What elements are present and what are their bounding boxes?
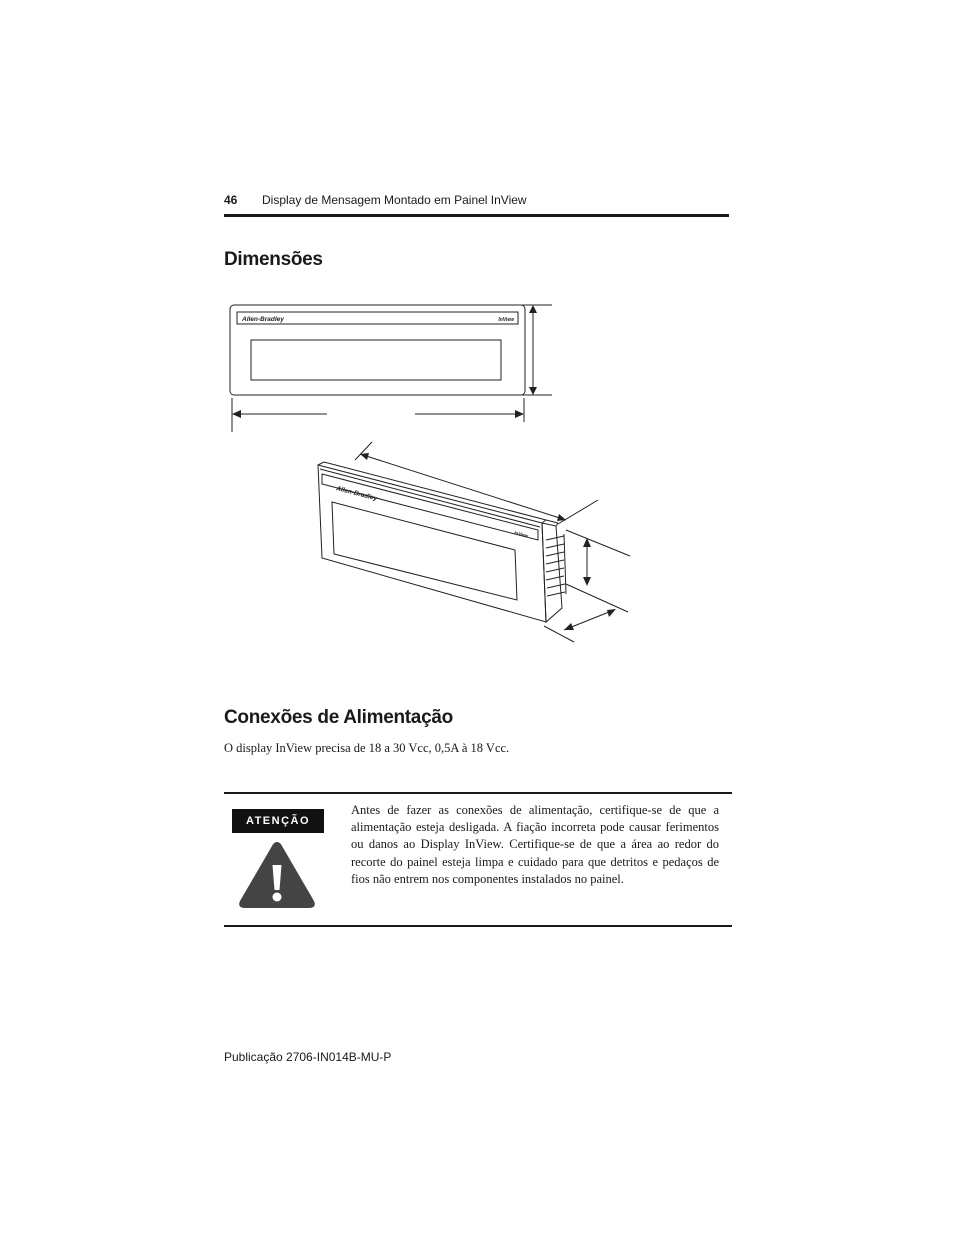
attention-rule-bottom [224, 925, 732, 927]
width-arrow-right [515, 410, 524, 418]
device-display-window [251, 340, 501, 380]
front-brand-label: Allen-Bradley [242, 316, 284, 323]
iso-brand-label: Allen-Bradley [335, 485, 378, 503]
publication-footer: Publicação 2706-IN014B-MU-P [224, 1050, 392, 1064]
warning-triangle-icon [237, 839, 317, 911]
dimensions-heading: Dimensões [224, 249, 323, 270]
iso-height-ext-top [566, 530, 630, 556]
running-header-title: Display de Mensagem Montado em Painel InView [262, 193, 527, 207]
power-connections-heading: Conexões de Alimentação [224, 707, 453, 728]
iso-rear-housing [542, 523, 562, 622]
iso-height-arrow-bottom [583, 577, 591, 586]
attention-rule-top [224, 792, 732, 794]
iso-length-arrow-right [557, 514, 566, 521]
iso-bezel-inner [320, 469, 540, 527]
attention-label: ATENÇÃO [232, 809, 324, 833]
iso-depth-arrow-right [607, 609, 616, 617]
iso-length-ext-right [558, 500, 598, 524]
iso-display-window [332, 502, 517, 600]
iso-height-ext-bottom [566, 584, 628, 612]
iso-depth-arrow-left [564, 623, 574, 630]
height-arrow-bottom [529, 387, 537, 395]
height-arrow-top [529, 305, 537, 313]
iso-model-label: InView [513, 530, 529, 539]
iso-length-arrow-left [360, 453, 369, 460]
page-number: 46 [224, 193, 238, 207]
header-rule [224, 214, 729, 217]
isometric-view-drawing [310, 438, 640, 648]
front-model-label: InView [498, 317, 514, 323]
width-arrow-left [232, 410, 241, 418]
iso-brand-strip [322, 474, 538, 540]
attention-text: Antes de fazer as conexões de alimentação, certifique-se de que a alimentação esteja desligada. A fiação incorreta pode causar ferimentos ou danos ao Display InView. Certifique-se de que a área ao redor do recorte do painel esteja limpa e cuidado para que detritos e pedaços de fios não entrem nos componentes instalados no painel. [351, 803, 719, 886]
front-view-drawing [222, 298, 562, 438]
power-requirement-text: O display InView precisa de 18 a 30 Vcc, 0,5A à 18 Vcc. [224, 741, 510, 755]
